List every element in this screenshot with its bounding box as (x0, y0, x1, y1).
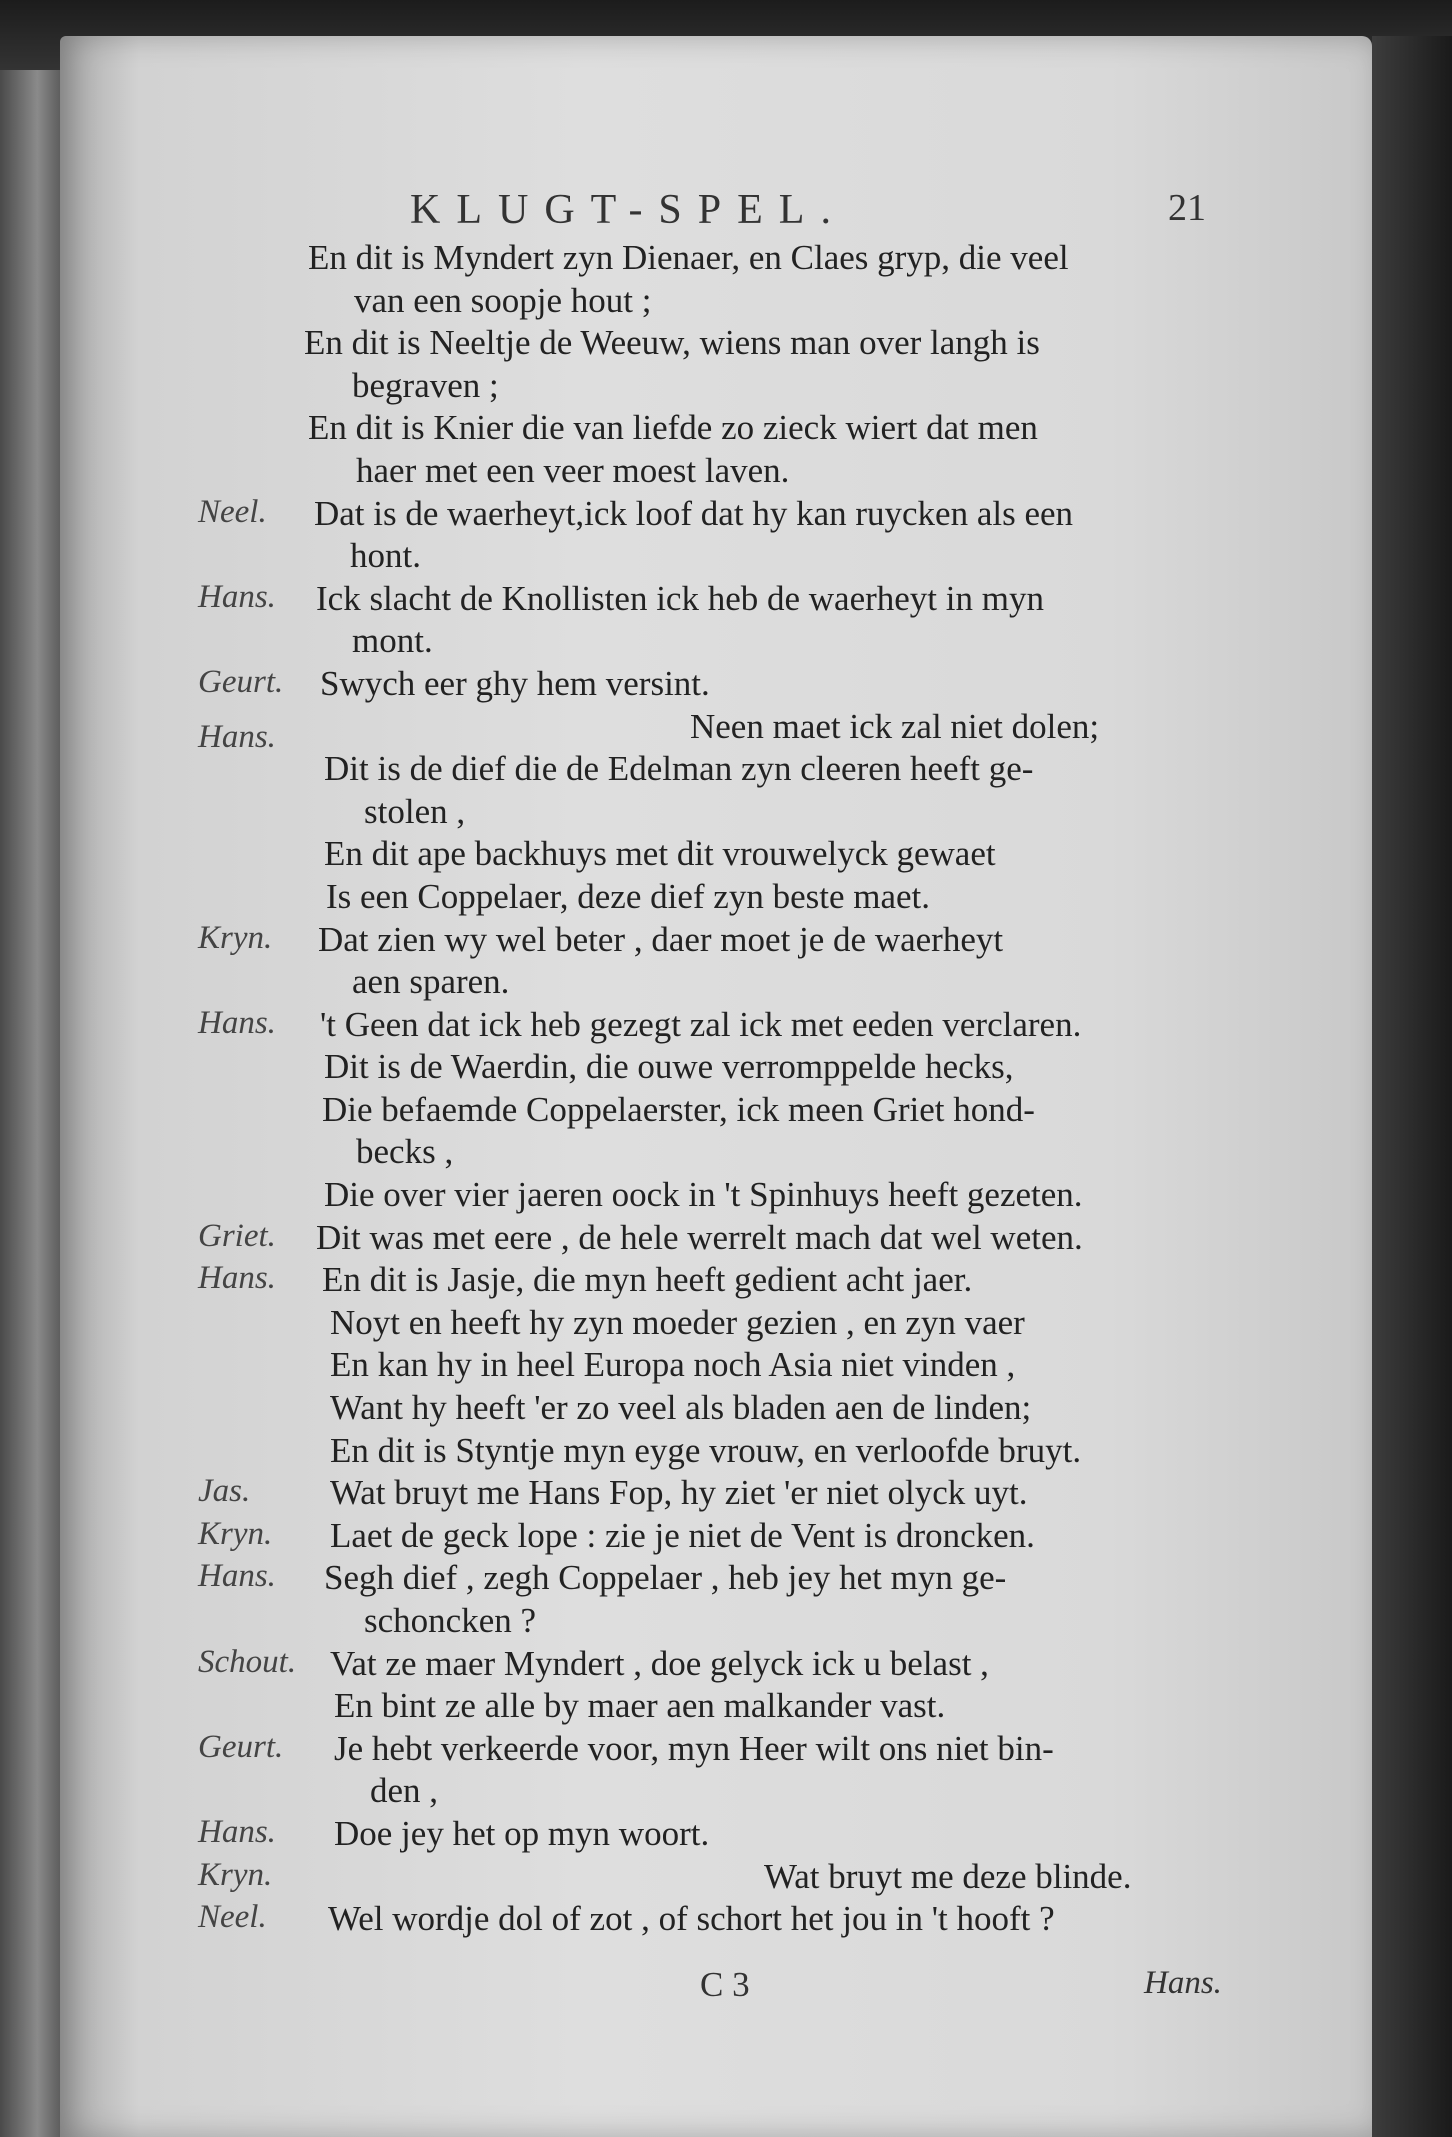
dialogue-line (0, 494, 1452, 537)
line-text: Neen maet ick zal niet dolen; (690, 706, 1100, 746)
line-text: van een soopje hout ; (354, 280, 652, 320)
text-line (0, 1388, 1452, 1431)
dialogue-line (0, 1218, 1452, 1261)
text-line (0, 366, 1452, 409)
speaker-name: Hans. (198, 1558, 276, 1595)
text-line (0, 238, 1452, 281)
line-text: Ick slacht de Knollisten ick heb de waerheyt in myn (316, 578, 1044, 618)
dialogue-line (0, 706, 1452, 755)
page-text (0, 238, 1452, 1942)
speaker-name: Kryn. (198, 919, 273, 956)
dialogue-line (0, 1644, 1452, 1687)
line-text: haer met een veer moest laven. (356, 450, 790, 490)
text-line (0, 1303, 1452, 1346)
text-line (0, 621, 1452, 664)
speaker-name: Hans. (198, 1813, 276, 1850)
text-line (0, 451, 1452, 494)
line-text: hont. (350, 536, 421, 576)
dialogue-line (0, 1814, 1452, 1857)
line-text: Je hebt verkeerde voor, myn Heer wilt ons niet bin- (334, 1728, 1054, 1768)
speaker-name: Kryn. (198, 1856, 273, 1893)
running-title: KLUGT-SPEL. (410, 187, 847, 233)
text-line (0, 1132, 1452, 1175)
text-line (0, 1047, 1452, 1090)
line-text: En dit is Myndert zyn Dienaer, en Claes gryp, die veel (308, 238, 1069, 277)
text-line (0, 1686, 1452, 1729)
dialogue-line (0, 920, 1452, 963)
line-text: En bint ze alle by maer aen malkander vast. (334, 1686, 946, 1726)
line-text: En kan hy in heel Europa noch Asia niet vinden , (330, 1345, 1016, 1385)
text-line (0, 536, 1452, 579)
text-line (0, 1431, 1452, 1474)
line-text: Wat bruyt me Hans Fop, hy ziet 'er niet olyck uyt. (330, 1473, 1028, 1513)
line-text: Wat bruyt me deze blinde. (764, 1856, 1132, 1896)
dialogue-line (0, 1516, 1452, 1559)
line-text: Dit was met eere , de hele werrelt mach dat wel weten. (316, 1217, 1083, 1257)
line-text: Dit is de dief die de Edelman zyn cleeren heeft ge- (324, 749, 1034, 789)
dialogue-line (0, 1899, 1452, 1942)
line-text: Noyt en heeft hy zyn moeder gezien , en zyn vaer (330, 1302, 1025, 1342)
line-text: 't Geen dat ick heb gezegt zal ick met eeden verclaren. (320, 1004, 1082, 1044)
text-line (0, 749, 1452, 792)
speaker-name: Hans. (198, 1004, 276, 1041)
line-text: Dat zien wy wel beter , daer moet je de waerheyt (318, 919, 1004, 959)
speaker-name: Kryn. (198, 1515, 273, 1552)
line-text: En dit is Neeltje de Weeuw, wiens man over langh is (304, 323, 1040, 363)
speaker-name: Jas. (198, 1473, 251, 1510)
line-text: Segh dief , zegh Coppelaer , heb jey het myn ge- (324, 1558, 1007, 1598)
speaker-name: Griet. (198, 1217, 276, 1254)
line-text: Die over vier jaeren oock in 't Spinhuys heeft gezeten. (324, 1175, 1083, 1215)
line-text: den , (370, 1771, 439, 1811)
speaker-name: Hans. (198, 578, 276, 615)
line-text: becks , (356, 1132, 454, 1172)
text-line (0, 962, 1452, 1005)
dialogue-line (0, 1558, 1452, 1601)
text-line (0, 877, 1452, 920)
dialogue-line (0, 1260, 1452, 1303)
catchword: Hans. (1144, 1965, 1222, 2001)
speaker-name: Schout. (198, 1643, 297, 1680)
line-text: Want hy heeft 'er zo veel als bladen aen de linden; (330, 1388, 1032, 1428)
speaker-name: Hans. (198, 718, 276, 755)
line-text: Is een Coppelaer, deze dief zyn beste maet. (326, 876, 931, 916)
line-text: Laet de geck lope : zie je niet de Vent is droncken. (330, 1515, 1035, 1555)
page-footer (0, 1965, 1452, 2015)
text-line (0, 323, 1452, 366)
speaker-name: Geurt. (198, 663, 284, 700)
page-number: 21 (1168, 187, 1206, 229)
speaker-name: Geurt. (198, 1728, 284, 1765)
line-text: Dit is de Waerdin, die ouwe verromppelde hecks, (324, 1047, 1014, 1087)
line-text: stolen , (364, 791, 466, 831)
text-line (0, 1090, 1452, 1133)
line-text: Vat ze maer Myndert , doe gelyck ick u belast , (330, 1643, 989, 1683)
line-text: En dit is Knier die van liefde zo zieck wiert dat men (308, 408, 1038, 448)
line-text: En dit is Styntje myn eyge vrouw, en verloofde bruyt. (330, 1430, 1082, 1470)
speaker-name: Neel. (198, 493, 267, 530)
text-line (0, 834, 1452, 877)
line-text: schoncken ? (364, 1601, 537, 1640)
line-text: Wel wordje dol of zot , of schort het jou in 't hooft ? (328, 1899, 1055, 1939)
line-text: En dit ape backhuys met dit vrouwelyck gewaet (324, 834, 996, 874)
dialogue-line (0, 579, 1452, 622)
text-line (0, 792, 1452, 835)
text-line (0, 1345, 1452, 1388)
dialogue-line (0, 1473, 1452, 1516)
signature-mark: C 3 (700, 1965, 750, 2004)
speaker-name: Neel. (198, 1899, 267, 1936)
text-line (0, 408, 1452, 451)
line-text: aen sparen. (352, 962, 510, 1002)
page-header (0, 186, 1452, 246)
line-text: Swych eer ghy hem versint. (320, 663, 710, 703)
dialogue-line (0, 1857, 1452, 1900)
line-text: Die befaemde Coppelaerster, ick meen Griet hond- (322, 1089, 1035, 1129)
speaker-name: Hans. (198, 1260, 276, 1297)
text-line (0, 1601, 1452, 1644)
dialogue-line (0, 1729, 1452, 1772)
dialogue-line (0, 1005, 1452, 1048)
line-text: begraven ; (352, 365, 499, 405)
dialogue-line (0, 664, 1452, 707)
text-line (0, 1771, 1452, 1814)
line-text: En dit is Jasje, die myn heeft gedient acht jaer. (322, 1260, 973, 1300)
line-text: Dat is de waerheyt,ick loof dat hy kan ruycken als een (314, 493, 1074, 533)
line-text: Doe jey het op myn woort. (334, 1813, 710, 1853)
text-line (0, 1175, 1452, 1218)
text-line (0, 281, 1452, 324)
line-text: mont. (352, 621, 433, 661)
